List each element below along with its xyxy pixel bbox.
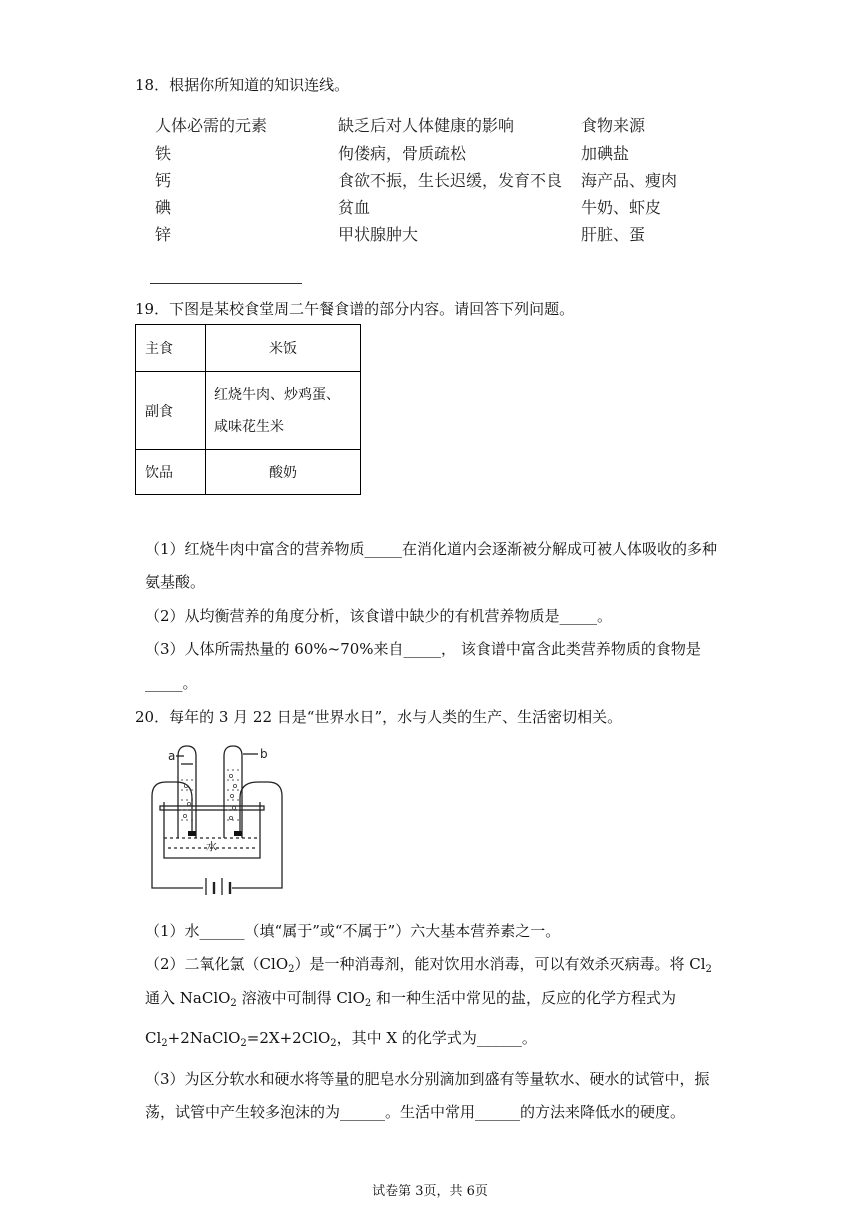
q18-element: 钙 (155, 171, 172, 190)
electrolysis-apparatus-figure (148, 740, 288, 895)
q18-source: 牛奶、虾皮 (581, 198, 662, 217)
q20-equation (145, 1027, 537, 1049)
text-segment: 和一种生活中常见的盐，反应的化学方程式为 (371, 989, 677, 1007)
subscript: 2 (330, 1038, 337, 1049)
q20-title: 20．每年的 3 月 22 日是“世界水日”，水与人类的生产、生活密切相关。 (135, 708, 623, 726)
subscript: 2 (230, 998, 237, 1009)
page-footer: 试卷第 3页，共 6页 (372, 1184, 488, 1199)
answer-line (150, 283, 302, 284)
q19-part1-cont: 氨基酸。 (145, 573, 206, 591)
q19-title: 19．下图是某校食堂周二午餐食谱的部分内容。请回答下列问题。 (135, 300, 575, 318)
q18-effect: 食欲不振，生长迟缓，发育不良 (338, 171, 563, 190)
label-b: b (260, 747, 268, 761)
text-segment: 溶液中可制得 ClO (236, 989, 365, 1007)
text-segment: （2）二氧化氯（ClO (145, 955, 289, 973)
q19-part1: （1）红烧牛肉中富含的营养物质_____在消化道内会逐渐被分解成可被人体吸收的多种 (145, 540, 718, 558)
q19-part3-cont: _____。 (145, 674, 198, 692)
subscript: 2 (240, 1038, 247, 1049)
q18-effect: 佝偻病，骨质疏松 (338, 144, 467, 163)
menu-label: 饮品 (136, 450, 206, 495)
q18-source: 肝脏、蛋 (581, 225, 646, 244)
menu-row (136, 372, 361, 450)
q18-effect: 贫血 (338, 198, 371, 217)
q20-part2 (145, 953, 712, 975)
q20-part1: （1）水______（填“属于”或“不属于”）六大基本营养素之一。 (145, 922, 561, 940)
menu-row (136, 450, 361, 495)
subscript: 2 (288, 964, 295, 975)
menu-value: 酸奶 (206, 450, 361, 495)
q19-part2: （2）从均衡营养的角度分析，该食谱中缺少的有机营养物质是_____。 (145, 607, 613, 625)
menu-value-line: 咸味花生米 (214, 418, 284, 435)
text-segment: 通入 NaClO (145, 989, 231, 1007)
menu-value-line: 红烧牛肉、炒鸡蛋、 (214, 386, 340, 403)
q20-part3-cont: 荡，试管中产生较多泡沫的为______。生活中常用______的方法来降低水的硬度。 (145, 1103, 686, 1121)
subscript: 2 (705, 964, 712, 975)
q18-effect: 甲状腺肿大 (338, 225, 419, 244)
menu-label: 主食 (136, 325, 206, 372)
q18-source: 加碘盐 (581, 144, 630, 163)
q20-part3: （3）为区分软水和硬水将等量的肥皂水分别滴加到盛有等量软水、硬水的试管中，振 (145, 1070, 710, 1088)
menu-row (136, 325, 361, 372)
menu-value: 米饭 (206, 325, 361, 372)
menu-value (206, 372, 361, 450)
q18-element: 锌 (155, 225, 172, 244)
text-segment: =2X+2ClO (246, 1029, 331, 1047)
menu-table (135, 324, 361, 495)
subscript: 2 (364, 998, 372, 1009)
q18-element: 铁 (155, 144, 172, 163)
q18-header-element: 人体必需的元素 (155, 116, 268, 135)
q18-title: 18．根据你所知道的知识连线。 (135, 76, 350, 94)
subscript: 2 (161, 1038, 168, 1049)
q18-header-source: 食物来源 (581, 116, 646, 135)
q18-header-effect: 缺乏后对人体健康的影响 (338, 116, 515, 135)
text-segment: ）是一种消毒剂，能对饮用水消毒，可以有效杀灭病毒。将 Cl (294, 955, 706, 973)
label-water: 水 (206, 840, 217, 853)
text-segment: +2NaClO (167, 1029, 241, 1047)
text-segment: ，其中 X 的化学式为______。 (336, 1029, 537, 1047)
q18-element: 碘 (155, 198, 172, 217)
label-a: a (168, 749, 176, 763)
q20-part2-line2 (145, 987, 676, 1009)
menu-label: 副食 (136, 372, 206, 450)
q19-part3: （3）人体所需热量的 60%~70%来自_____， 该食谱中富含此类营养物质的食物是 (145, 640, 701, 658)
text-segment: Cl (145, 1029, 162, 1047)
q18-source: 海产品、瘦肉 (581, 171, 678, 190)
